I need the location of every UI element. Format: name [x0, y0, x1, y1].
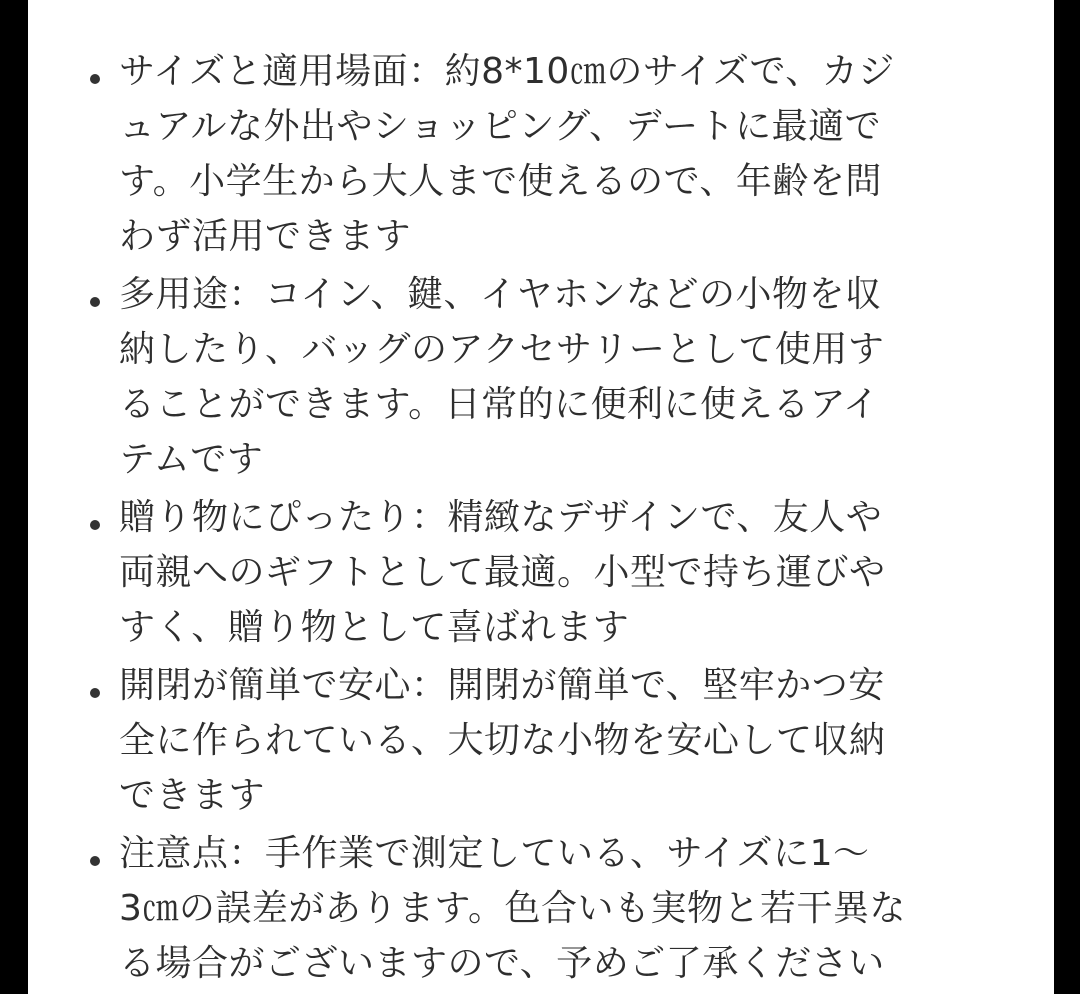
list-item: [86, 44, 1016, 264]
text-line: 注意点：手作業で測定している、サイズに1～: [119, 833, 870, 874]
list-item-text: [119, 826, 1016, 991]
text-line: 多用途：コイン、鍵、イヤホンなどの小物を収: [119, 274, 882, 315]
list-item: [86, 658, 1016, 823]
description-panel: [28, 0, 1054, 994]
text-line: る場合がございますので、予めご了承ください: [119, 943, 885, 984]
bullet-dot-icon: [90, 297, 100, 307]
text-line: わず活用できます: [119, 216, 412, 257]
bullet-dot-icon: [90, 74, 100, 84]
list-item-text: [119, 267, 1016, 487]
list-item: [86, 267, 1016, 487]
text-line: 贈り物にぴったり：精緻なデザインで、友人や: [119, 497, 883, 538]
text-line: すく、贈り物として喜ばれます: [119, 607, 630, 648]
bullet-dot-icon: [90, 688, 100, 698]
list-item: [86, 490, 1016, 655]
list-item: [86, 826, 1016, 991]
bullet-dot-icon: [90, 520, 100, 530]
text-line: 納したり、バッグのアクセサリーとして使用す: [119, 329, 885, 370]
text-line: ることができます。日常的に便利に使えるアイ: [119, 384, 880, 425]
text-line: 開閉が簡単で安心：開閉が簡単で、堅牢かつ安: [119, 665, 885, 706]
text-line: す。小学生から大人まで使えるので、年齢を問: [119, 161, 882, 202]
list-item-text: [119, 490, 1016, 655]
text-line: テムです: [119, 439, 264, 480]
list-item-text: [119, 44, 1016, 264]
text-line: 3㎝の誤差があります。色合いも実物と若干異な: [119, 888, 907, 929]
bullet-dot-icon: [90, 856, 100, 866]
text-line: できます: [119, 775, 266, 816]
text-line: サイズと適用場面：約8*10㎝のサイズで、カジ: [119, 51, 895, 92]
list-item-text: [119, 658, 1016, 823]
text-line: 両親へのギフトとして最適。小型で持ち運びや: [119, 552, 886, 593]
text-line: 全に作られている、大切な小物を安心して収納: [119, 720, 886, 761]
feature-bullet-list: [86, 44, 1016, 994]
text-line: ュアルな外出やショッピング、デートに最適で: [119, 106, 882, 147]
